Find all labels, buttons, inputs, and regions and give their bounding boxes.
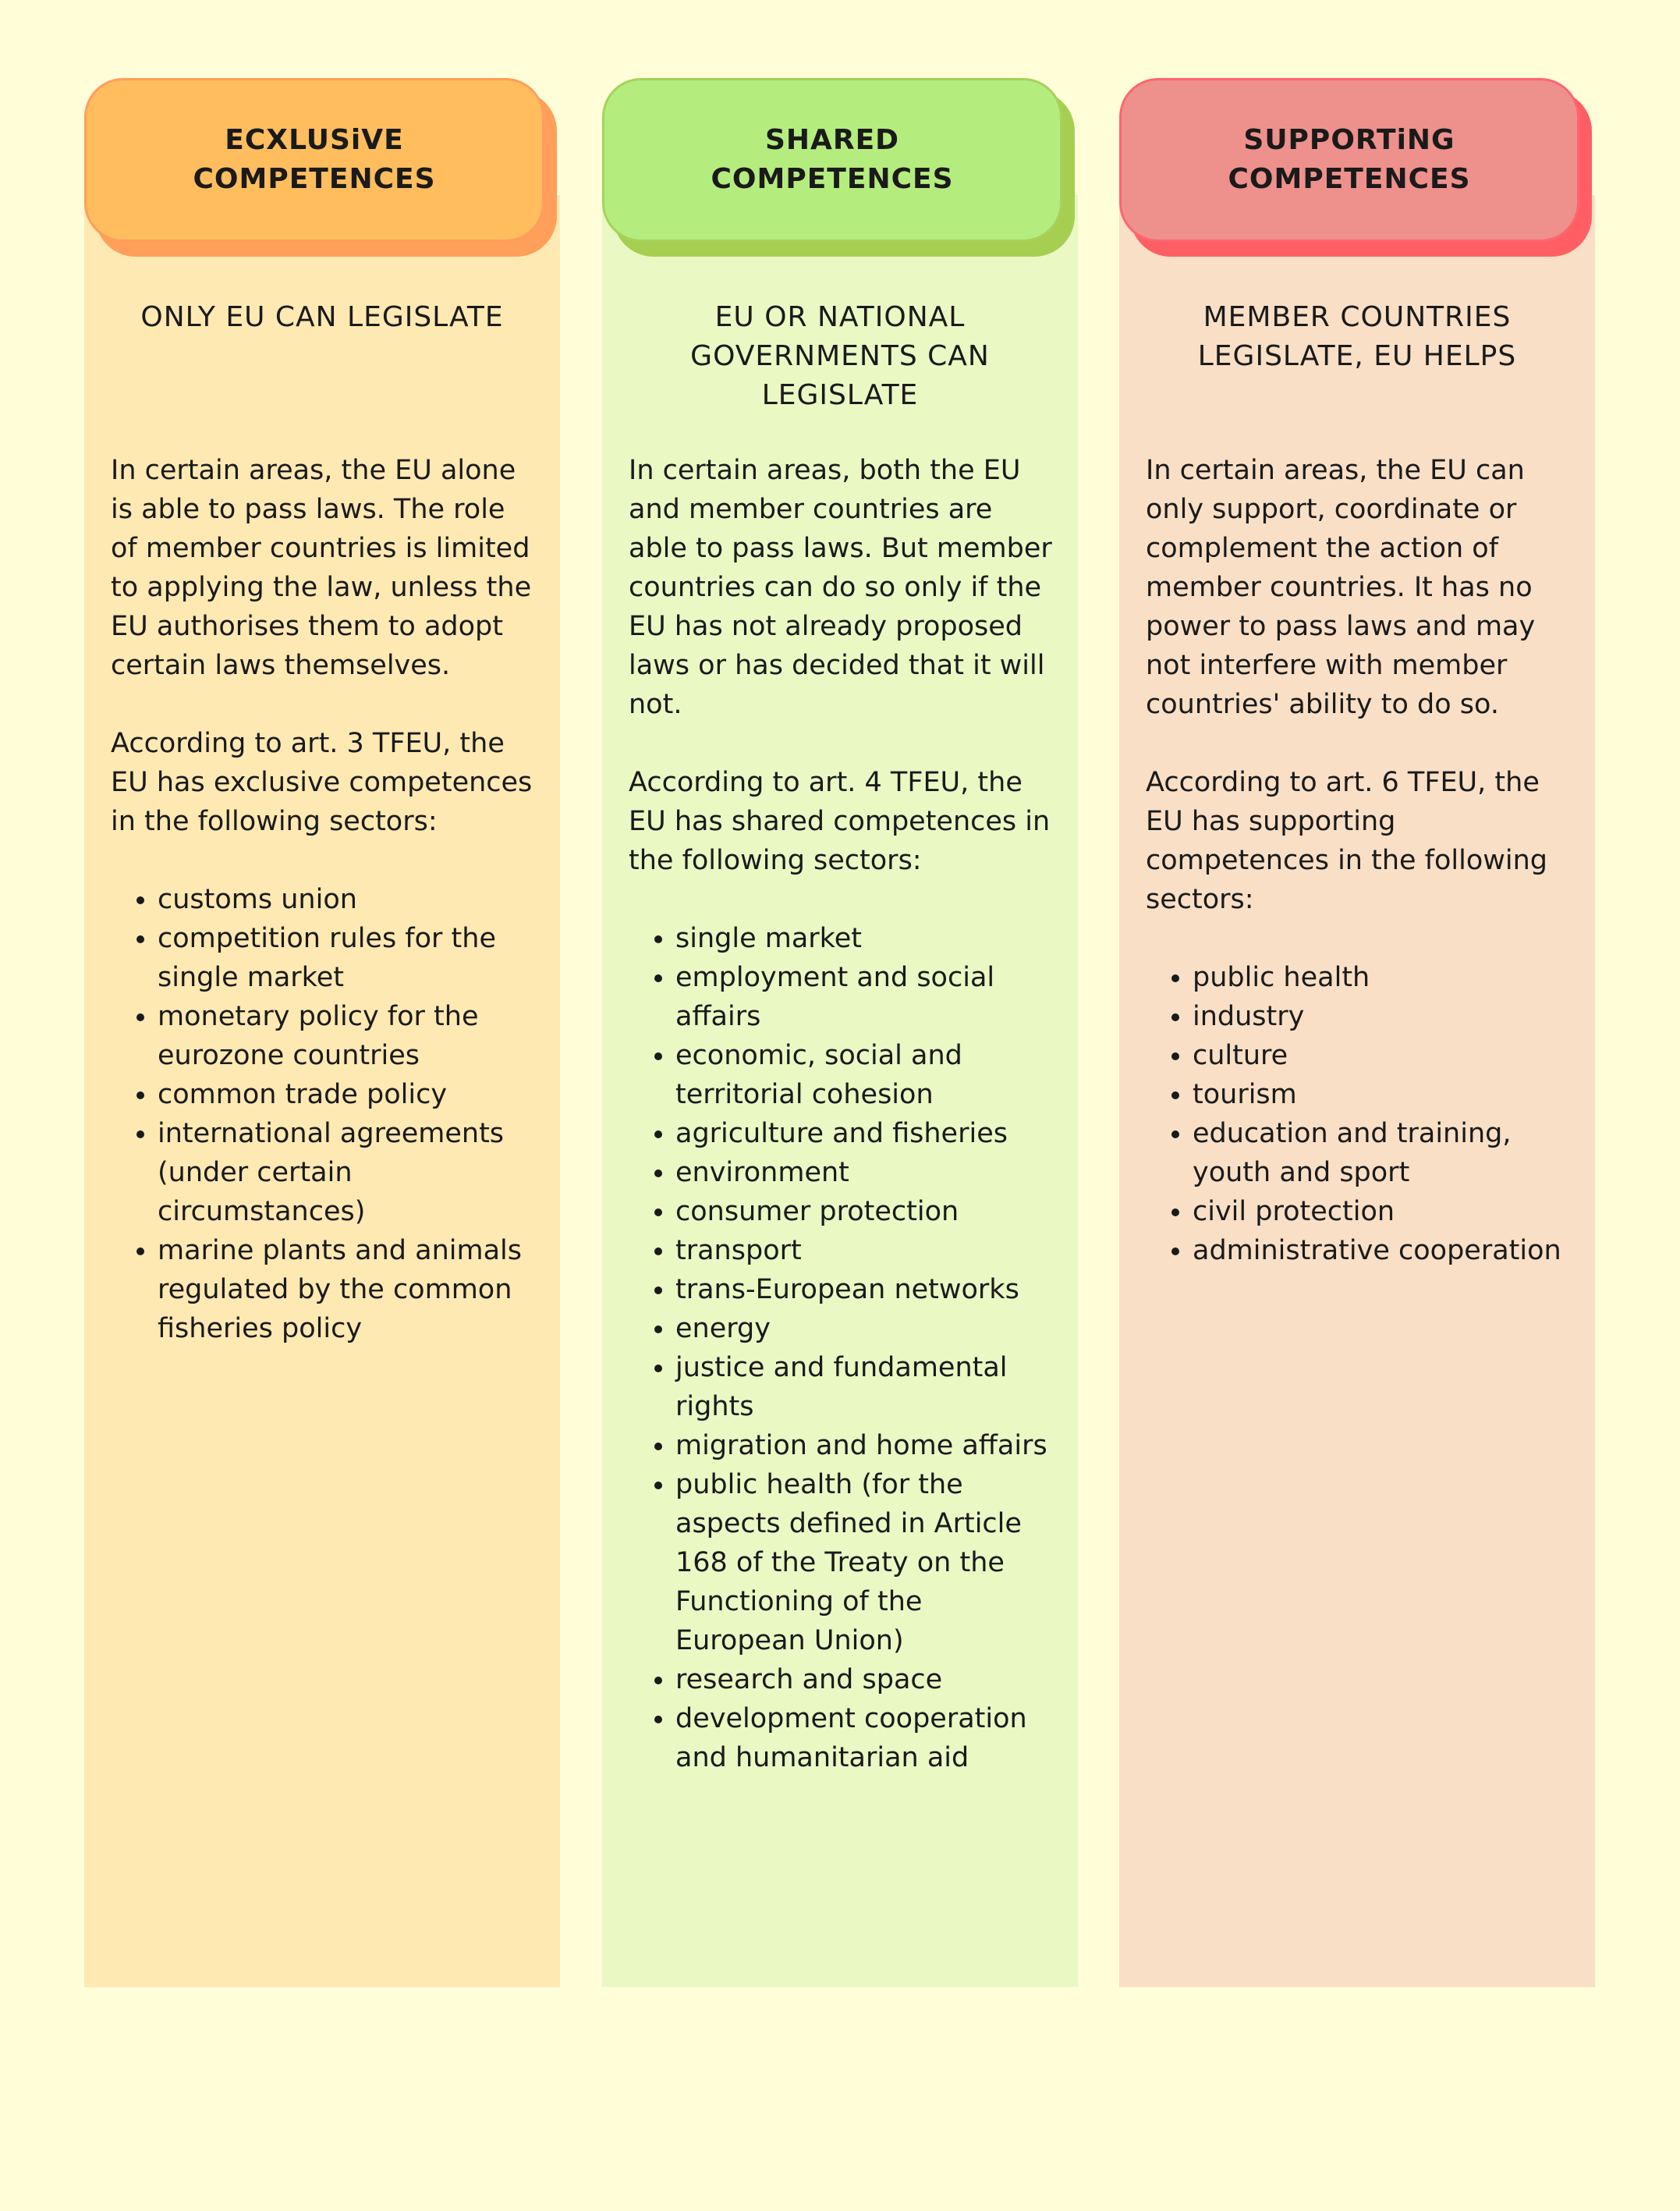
- list-item: • public health: [1193, 958, 1571, 997]
- list-item: • employment and social affairs: [675, 958, 1054, 1036]
- exclusive-competences-column: [84, 78, 560, 1987]
- list-item: • migration and home affairs: [675, 1426, 1054, 1465]
- shared-competences-column: [602, 78, 1078, 1987]
- supporting-intro: In certain areas, the EU can only support, coordinate or complement the action of member countries. It has no power to pass laws and may not interfere with member countries' ability to do so.: [1146, 455, 1536, 720]
- shared-article: According to art. 4 TFEU, the EU has shared competences in the following sectors:: [629, 767, 1051, 876]
- list-item: • environment: [675, 1153, 1054, 1192]
- list-item: • marine plants and animals regulated by the common fisheries policy: [158, 1231, 536, 1348]
- list-item: • trans-European networks: [675, 1270, 1054, 1309]
- list-item: • civil protection: [1193, 1192, 1571, 1231]
- exclusive-header: [84, 78, 544, 242]
- shared-intro: In certain areas, both the EU and member countries are able to pass laws. But member countries can do so only if the EU has not already proposed laws or has decided that it will not.: [629, 455, 1052, 720]
- supporting-content: [1146, 451, 1571, 1270]
- list-item: • research and space: [675, 1660, 1054, 1699]
- list-item: • common trade policy: [158, 1075, 536, 1114]
- shared-sector-list: [629, 919, 1054, 1777]
- supporting-subtitle: MEMBER COUNTRIES LEGISLATE, EU HELPS: [1197, 301, 1517, 372]
- shared-header-title: SHARED COMPETENCES: [711, 124, 954, 195]
- list-item: • justice and fundamental rights: [675, 1348, 1054, 1426]
- shared-header: [602, 78, 1062, 242]
- exclusive-subtitle: ONLY EU CAN LEGISLATE: [140, 301, 504, 333]
- list-item: • public health (for the aspects defined in Article 168 of the Treaty on the Functioning of the European Union): [675, 1465, 1054, 1660]
- list-item: • agriculture and fisheries: [675, 1114, 1054, 1153]
- supporting-article: According to art. 6 TFEU, the EU has supporting competences in the following sectors:: [1146, 767, 1548, 915]
- supporting-competences-column: [1119, 78, 1595, 1987]
- exclusive-content: [111, 451, 536, 1348]
- exclusive-sector-list: [111, 880, 536, 1348]
- list-item: • culture: [1193, 1036, 1571, 1075]
- exclusive-intro: In certain areas, the EU alone is able to pass laws. The role of member countries is limited to applying the law, unless the EU authorises them to adopt certain laws themselves.: [111, 455, 532, 681]
- list-item: • competition rules for the single market: [158, 919, 536, 997]
- list-item: • monetary policy for the eurozone countries: [158, 997, 536, 1075]
- supporting-header: [1119, 78, 1579, 242]
- list-item: • energy: [675, 1309, 1054, 1348]
- shared-subtitle: EU OR NATIONAL GOVERNMENTS CAN LEGISLATE: [690, 301, 990, 411]
- list-item: • consumer protection: [675, 1192, 1054, 1231]
- list-item: • industry: [1193, 997, 1571, 1036]
- list-item: • education and training, youth and sport: [1193, 1114, 1571, 1192]
- shared-content: [629, 451, 1054, 1777]
- list-item: • transport: [675, 1231, 1054, 1270]
- list-item: • tourism: [1193, 1075, 1571, 1114]
- list-item: • international agreements (under certain circumstances): [158, 1114, 536, 1231]
- list-item: • economic, social and territorial cohesion: [675, 1036, 1054, 1114]
- list-item: • development cooperation and humanitarian aid: [675, 1699, 1054, 1777]
- supporting-sector-list: [1146, 958, 1571, 1270]
- exclusive-header-title: ECXLUSiVE COMPETENCES: [193, 124, 436, 195]
- list-item: • customs union: [158, 880, 536, 919]
- supporting-header-title: SUPPORTiNG COMPETENCES: [1228, 124, 1471, 195]
- list-item: • administrative cooperation: [1193, 1231, 1571, 1270]
- list-item: • single market: [675, 919, 1054, 958]
- exclusive-article: According to art. 3 TFEU, the EU has exclusive competences in the following sectors:: [111, 728, 533, 837]
